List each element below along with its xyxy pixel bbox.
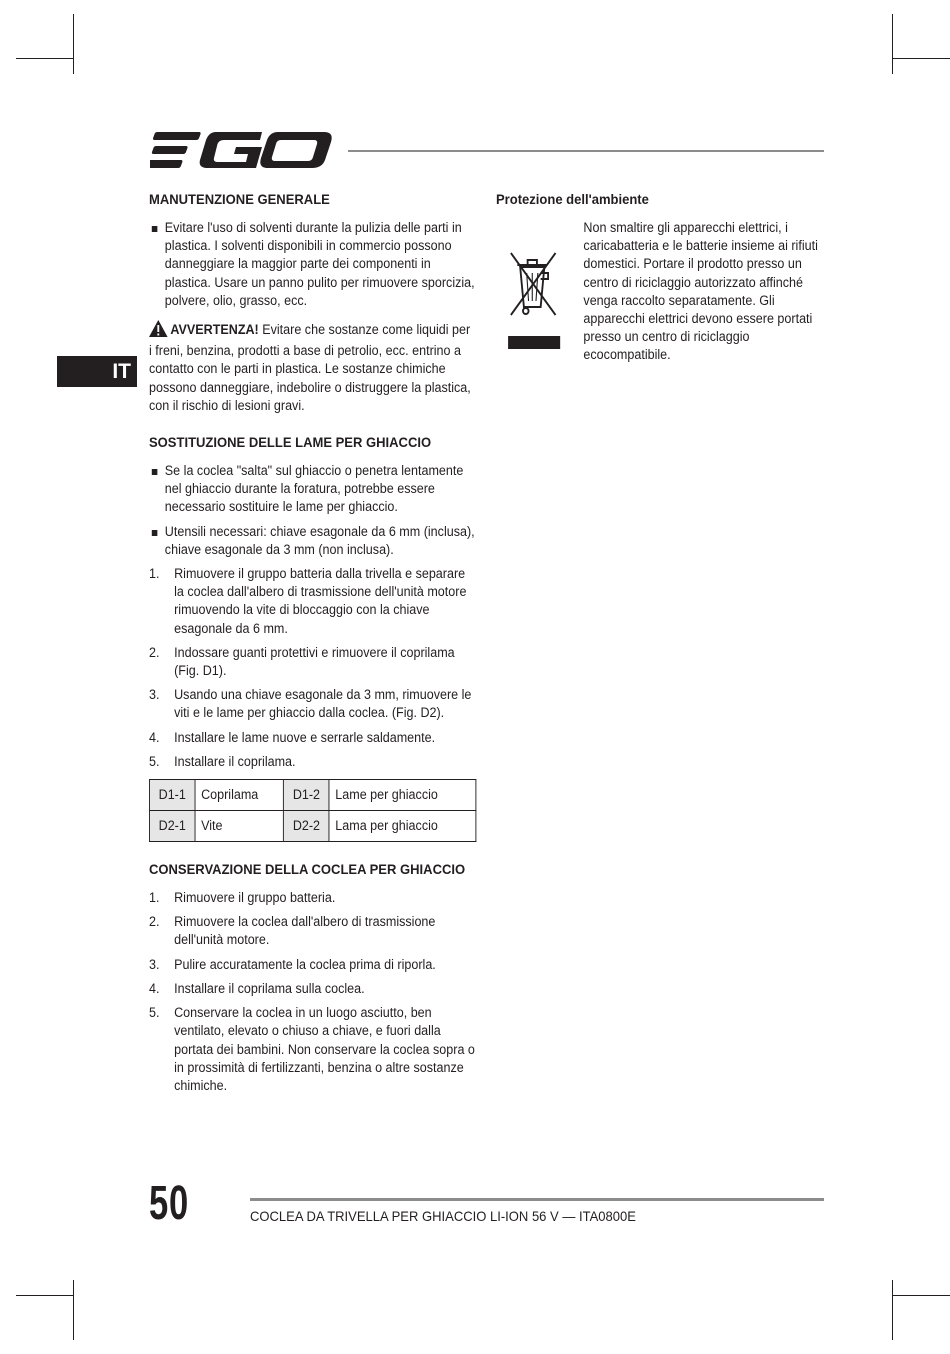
environment-text: Non smaltire gli apparecchi elettrici, i caricabatteria e le batterie insieme ai rifiuti domestici. Portare il prodotto presso un centro di riciclaggio autorizzato affinché venga raccolto separatamente. Gli apparecchi elettrici devono essere portati presso un centro di riciclaggio ecocompatibile.	[583, 220, 818, 363]
left-column	[149, 190, 476, 1101]
step-number: 5.	[149, 753, 160, 769]
list-item	[149, 565, 476, 638]
section-title-general-maintenance: MANUTENZIONE GENERALE	[149, 191, 330, 207]
list-item	[149, 913, 476, 949]
step-number: 5.	[149, 1005, 160, 1021]
list-item	[149, 956, 476, 974]
step-number: 2.	[149, 914, 160, 930]
list-item	[149, 1004, 476, 1095]
table-row	[149, 811, 475, 842]
table-cell: Lame per ghiaccio	[329, 780, 476, 811]
table-cell: D1-2	[284, 780, 330, 811]
separate-collection-bar	[508, 336, 560, 349]
list-item: Se la coclea "salta" sul ghiaccio o penetra lentamente nel ghiaccio durante la foratura, potrebbe essere necessario sostituire le lame per ghiaccio.	[149, 462, 476, 517]
step-text: Rimuovere il gruppo batteria dalla trivella e separare la coclea dall'albero di trasmissione dell'unità motore rimuovendo la vite di bloccaggio con la chiave esagonale da 6 mm.	[174, 566, 467, 636]
steps-list	[149, 889, 476, 1095]
list-item: Utensili necessari: chiave esagonale da 6 mm (inclusa), chiave esagonale da 3 mm (non inclusa).	[149, 523, 476, 559]
warning-text: Evitare che sostanze come liquidi per i freni, benzina, prodotti a base di petrolio, ecc. entrino a contatto con le parti in plastica. Le sostanze chimiche possono danneggiare, indebolire o distruggere la plastica, con il rischio di lesioni gravi.	[149, 322, 471, 413]
warning-block	[149, 320, 476, 415]
step-number: 1.	[149, 566, 160, 582]
footer-rule	[250, 1198, 824, 1201]
list-item	[149, 644, 476, 680]
crop-mark	[892, 58, 950, 59]
step-number: 4.	[149, 729, 160, 745]
step-text: Installare il coprilama.	[174, 753, 296, 769]
section-title-auger-storage: CONSERVAZIONE DELLA COCLEA PER GHIACCIO	[149, 861, 466, 878]
table-cell: Lama per ghiaccio	[329, 811, 476, 842]
step-text: Installare il coprilama sulla coclea.	[174, 980, 365, 996]
page-number: 50	[149, 1177, 189, 1230]
crop-mark	[892, 14, 893, 74]
crop-mark	[16, 1295, 74, 1296]
table-cell: Coprilama	[195, 780, 284, 811]
table-cell: D2-2	[284, 811, 330, 842]
parts-table	[149, 779, 476, 842]
step-number: 4.	[149, 980, 160, 996]
step-text: Pulire accuratamente la coclea prima di riporla.	[174, 956, 436, 972]
step-text: Usando una chiave esagonale da 3 mm, rimuovere le viti e le lame per ghiaccio dalla coclea. (Fig. D2).	[174, 687, 472, 721]
crop-mark	[16, 58, 74, 59]
crop-mark	[73, 14, 74, 74]
section-title-blade-replacement: SOSTITUZIONE DELLE LAME PER GHIACCIO	[149, 434, 432, 451]
right-column	[496, 190, 823, 365]
list-item	[149, 753, 476, 771]
language-tab: IT	[57, 356, 137, 387]
table-row	[149, 780, 475, 811]
bullet-list	[149, 462, 476, 559]
ego-logo	[150, 130, 332, 177]
step-text: Indossare guanti protettivi e rimuovere il coprilama (Fig. D1).	[174, 644, 455, 679]
step-number: 1.	[149, 890, 160, 906]
list-item	[149, 889, 476, 907]
step-number: 3.	[149, 956, 160, 972]
list-item	[149, 729, 476, 747]
table-cell: D2-1	[149, 811, 195, 842]
step-text: Rimuovere la coclea dall'albero di trasmissione dell'unità motore.	[174, 914, 436, 948]
step-text: Conservare la coclea in un luogo asciutto, ben ventilato, elevato o chiuso a chiave, e fuori dalla portata dei bambini. Non conservare la coclea sopra o in prossimità di fertilizzanti, benzina o altre sostanze chimiche.	[174, 1005, 475, 1093]
bullet-list	[149, 219, 476, 310]
list-item	[149, 980, 476, 998]
crossed-bin-icon	[507, 249, 559, 324]
step-text: Installare le lame nuove e serrarle saldamente.	[174, 729, 436, 745]
section-title-environment: Protezione dell'ambiente	[496, 191, 649, 207]
step-text: Rimuovere il gruppo batteria.	[174, 890, 336, 906]
crop-mark	[892, 1280, 893, 1340]
list-item	[149, 686, 476, 722]
step-number: 2.	[149, 644, 160, 660]
warning-label: AVVERTENZA!	[170, 322, 259, 338]
header-rule	[348, 150, 824, 152]
table-cell: D1-1	[149, 780, 195, 811]
environment-block	[496, 219, 823, 365]
list-item: Evitare l'uso di solventi durante la pulizia delle parti in plastica. I solventi disponibili in commercio possono danneggiare la maggior parte dei componenti in plastica. Usare un panno pulito per rimuovere sporcizia, polvere, olio, grasso, ecc.	[149, 219, 476, 310]
steps-list	[149, 565, 476, 771]
step-number: 3.	[149, 687, 160, 703]
crop-mark	[892, 1295, 950, 1296]
footer-text: COCLEA DA TRIVELLA PER GHIACCIO LI-ION 56 V — ITA0800E	[250, 1208, 636, 1224]
crop-mark	[73, 1280, 74, 1340]
warning-icon	[149, 320, 168, 342]
table-cell: Vite	[195, 811, 284, 842]
